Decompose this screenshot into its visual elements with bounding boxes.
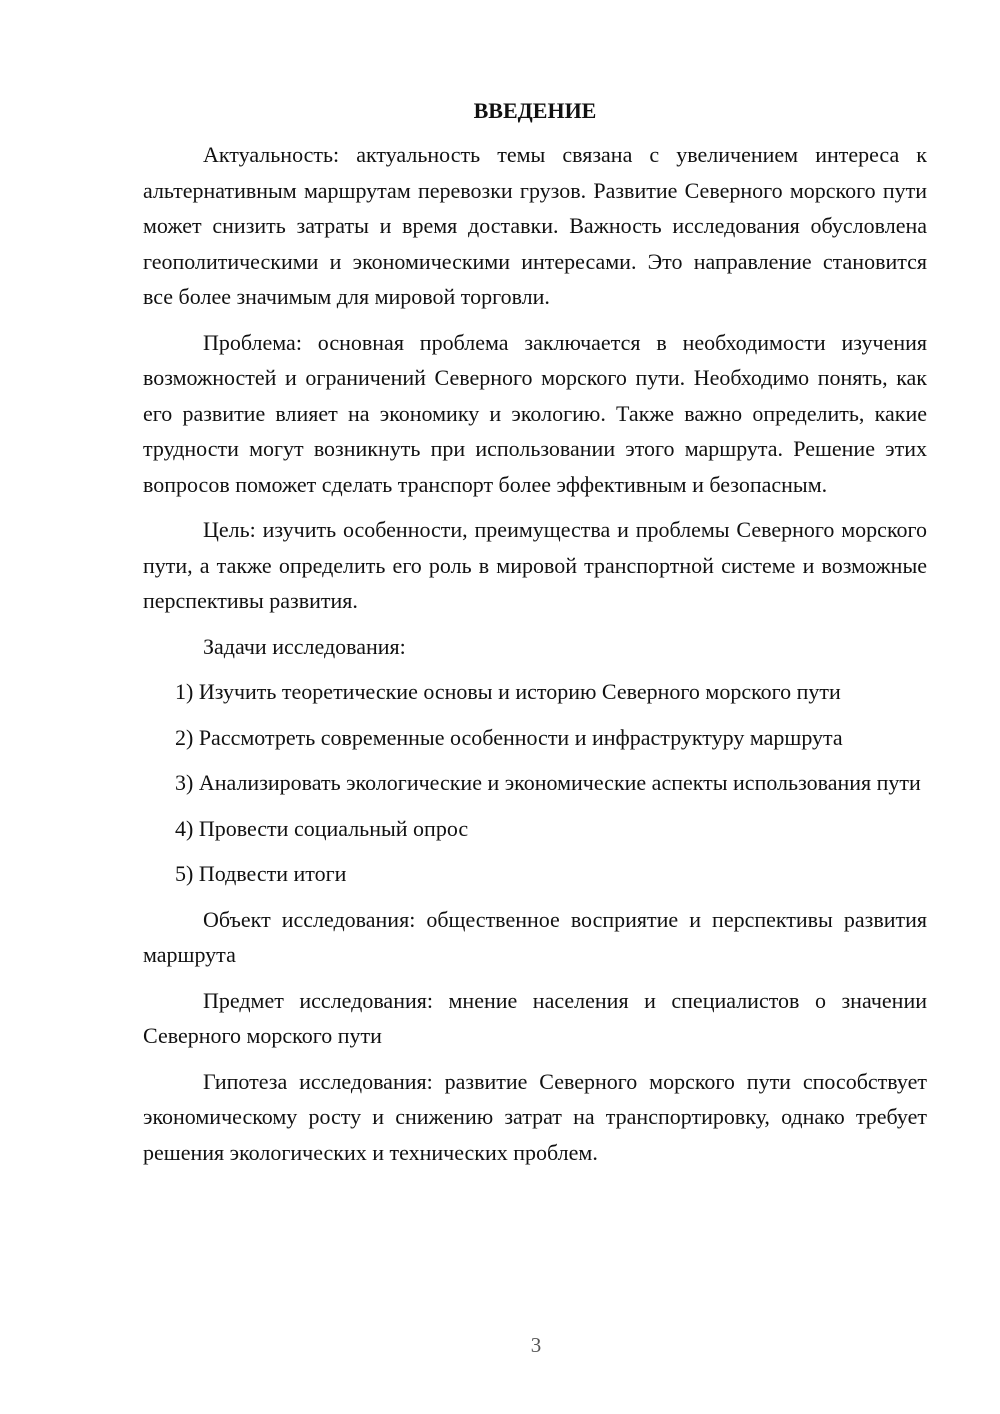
task-item-5: 5) Подвести итоги [175,861,347,886]
paragraph-problem: Проблема: основная проблема заключается в необходимости изучения возможностей и ограничений Северного морского пути. Необходимо понять, как его развитие влияет на экономику и экологию. Также важно определить, какие трудности могут возникнуть при использовании этого маршрута. Решение этих вопросов поможет сделать транспорт более эффективным и безопасным. [143,329,927,497]
paragraph-goal: Цель: изучить особенности, преимущества и проблемы Северного морского пути, а также определить его роль в мировой транспортной системе и возможные перспективы развития. [143,517,927,613]
paragraph-relevance: Актуальность: актуальность темы связана с увеличением интереса к альтернативным маршрутам перевозки грузов. Развитие Северного морского пути может снизить затраты и время доставки. Важность исследования обусловлена геополитическими и экономическими интересами. Это направление становится все более значимым для мировой торговли. [143,142,927,309]
tasks-heading: Задачи исследования: [203,633,406,659]
paragraph-subject: Предмет исследования: мнение населения и специалистов о значении Северного морского пути [143,987,927,1048]
page-number: 3 [530,1333,542,1357]
paragraph-object: Объект исследования: общественное восприятие и перспективы развития маршрута [143,906,927,967]
task-item-2: 2) Рассмотреть современные особенности и инфраструктуру маршрута [175,724,843,750]
task-item-4: 4) Провести социальный опрос [175,815,469,841]
paragraph-hypothesis: Гипотеза исследования: развитие Северного морского пути способствует экономическому росту и снижению затрат на транспортировку, однако требует решения экологических и технических проблем. [143,1068,927,1165]
task-item-1: 1) Изучить теоретические основы и историю Северного морского пути [175,679,841,704]
page-title: ВВЕДЕНИЕ [473,98,597,123]
page-content [143,96,927,1180]
task-item-3: 3) Анализировать экологические и экономические аспекты использования пути [175,770,921,795]
